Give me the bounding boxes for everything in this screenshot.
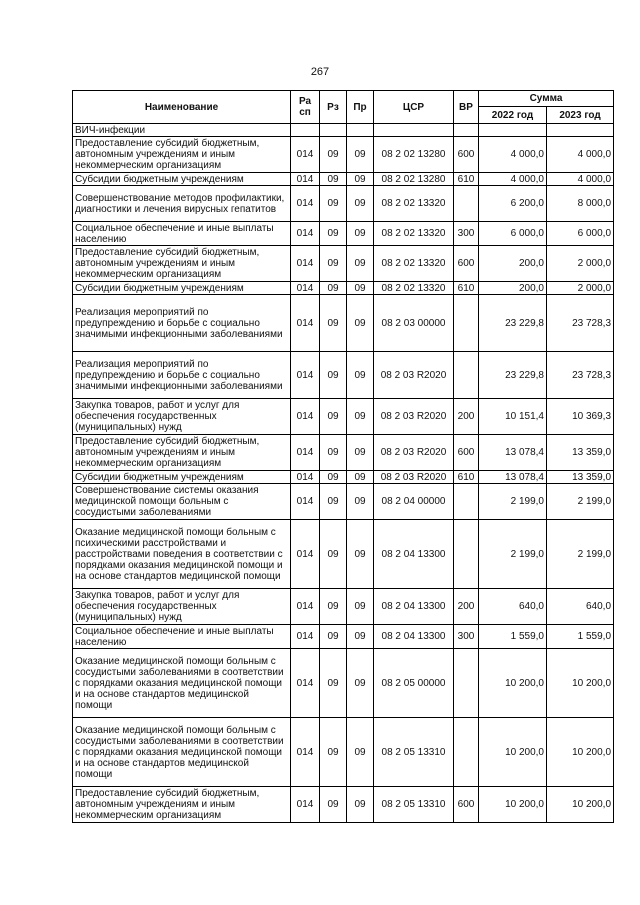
row-rasp: 014	[291, 186, 320, 222]
row-sum-2023: 2 199,0	[547, 484, 614, 520]
row-rz: 09	[320, 649, 347, 718]
row-sum-2023	[547, 124, 614, 137]
row-csr: 08 2 04 00000	[374, 484, 454, 520]
row-rasp: 014	[291, 137, 320, 173]
row-pr: 09	[347, 137, 374, 173]
row-vr	[454, 124, 479, 137]
row-pr: 09	[347, 625, 374, 649]
row-name: Предоставление субсидий бюджетным, автономным учреждениям и иным некоммерческим организациям	[73, 787, 291, 823]
row-sum-2023: 6 000,0	[547, 222, 614, 246]
row-name: Закупка товаров, работ и услуг для обеспечения государственных (муниципальных) нужд	[73, 589, 291, 625]
table-row	[73, 186, 614, 222]
row-pr: 09	[347, 520, 374, 589]
row-sum-2023: 2 000,0	[547, 246, 614, 282]
row-rz: 09	[320, 520, 347, 589]
row-sum-2023: 10 369,3	[547, 399, 614, 435]
row-vr	[454, 186, 479, 222]
row-sum-2023: 13 359,0	[547, 435, 614, 471]
table-row	[73, 173, 614, 186]
header-pr: Пр	[347, 91, 374, 124]
row-sum-2022: 10 200,0	[479, 787, 547, 823]
row-rz: 09	[320, 718, 347, 787]
row-csr: 08 2 02 13320	[374, 222, 454, 246]
row-name: Реализация мероприятий по предупреждению и борьбе с социально значимыми инфекционными заболеваниями	[73, 352, 291, 399]
row-sum-2023: 23 728,3	[547, 352, 614, 399]
row-sum-2023: 10 200,0	[547, 718, 614, 787]
table-row	[73, 484, 614, 520]
row-vr: 300	[454, 222, 479, 246]
header-year-2023: 2023 год	[547, 107, 614, 124]
row-name: Оказание медицинской помощи больным с психическими расстройствами и расстройствами поведения в соответствии с порядками оказания медицинской помощи и на основе стандартов медицинской помощи	[73, 520, 291, 589]
row-name: Предоставление субсидий бюджетным, автономным учреждениям и иным некоммерческим организациям	[73, 246, 291, 282]
row-rasp: 014	[291, 282, 320, 295]
row-name: Оказание медицинской помощи больным с сосудистыми заболеваниями в соответствии с порядками оказания медицинской помощи и на основе стандартов медицинской помощи	[73, 718, 291, 787]
row-name: Совершенствование методов профилактики, диагностики и лечения вирусных гепатитов	[73, 186, 291, 222]
row-csr	[374, 124, 454, 137]
row-rasp	[291, 124, 320, 137]
row-csr: 08 2 05 00000	[374, 649, 454, 718]
table-row	[73, 589, 614, 625]
row-pr: 09	[347, 246, 374, 282]
table-row	[73, 435, 614, 471]
row-csr: 08 2 02 13320	[374, 186, 454, 222]
row-vr: 610	[454, 173, 479, 186]
row-pr: 09	[347, 718, 374, 787]
row-vr	[454, 649, 479, 718]
row-rz: 09	[320, 399, 347, 435]
row-pr	[347, 124, 374, 137]
row-csr: 08 2 03 R2020	[374, 471, 454, 484]
row-pr: 09	[347, 787, 374, 823]
budget-table	[72, 90, 614, 823]
row-sum-2023: 2 000,0	[547, 282, 614, 295]
row-csr: 08 2 04 13300	[374, 589, 454, 625]
row-rasp: 014	[291, 625, 320, 649]
row-sum-2022: 640,0	[479, 589, 547, 625]
row-rasp: 014	[291, 352, 320, 399]
table-row	[73, 520, 614, 589]
row-name: Предоставление субсидий бюджетным, автономным учреждениям и иным некоммерческим организациям	[73, 435, 291, 471]
row-pr: 09	[347, 352, 374, 399]
row-name: Реализация мероприятий по предупреждению и борьбе с социально значимыми инфекционными заболеваниями	[73, 295, 291, 352]
row-csr: 08 2 02 13280	[374, 173, 454, 186]
row-csr: 08 2 04 13300	[374, 625, 454, 649]
row-rz: 09	[320, 282, 347, 295]
table-row	[73, 718, 614, 787]
row-sum-2023: 2 199,0	[547, 520, 614, 589]
row-vr: 600	[454, 246, 479, 282]
row-vr: 600	[454, 787, 479, 823]
row-sum-2022: 200,0	[479, 282, 547, 295]
page-number: 267	[310, 66, 330, 78]
row-sum-2022: 6 200,0	[479, 186, 547, 222]
row-csr: 08 2 03 00000	[374, 295, 454, 352]
row-rz: 09	[320, 435, 347, 471]
row-csr: 08 2 02 13320	[374, 246, 454, 282]
row-sum-2022: 13 078,4	[479, 471, 547, 484]
row-name: Социальное обеспечение и иные выплаты населению	[73, 222, 291, 246]
row-csr: 08 2 03 R2020	[374, 399, 454, 435]
row-sum-2023: 4 000,0	[547, 137, 614, 173]
row-vr	[454, 484, 479, 520]
row-rz: 09	[320, 471, 347, 484]
row-rz: 09	[320, 222, 347, 246]
row-name: Предоставление субсидий бюджетным, автономным учреждениям и иным некоммерческим организациям	[73, 137, 291, 173]
row-rasp: 014	[291, 787, 320, 823]
row-sum-2022: 2 199,0	[479, 520, 547, 589]
row-vr: 200	[454, 399, 479, 435]
row-name: Субсидии бюджетным учреждениям	[73, 282, 291, 295]
row-rz	[320, 124, 347, 137]
row-rasp: 014	[291, 246, 320, 282]
row-sum-2022: 4 000,0	[479, 173, 547, 186]
row-sum-2022: 23 229,8	[479, 295, 547, 352]
row-pr: 09	[347, 649, 374, 718]
row-sum-2022: 4 000,0	[479, 137, 547, 173]
row-vr: 600	[454, 435, 479, 471]
row-name: Субсидии бюджетным учреждениям	[73, 173, 291, 186]
row-sum-2022: 2 199,0	[479, 484, 547, 520]
row-name: Социальное обеспечение и иные выплаты населению	[73, 625, 291, 649]
row-rasp: 014	[291, 589, 320, 625]
row-rz: 09	[320, 787, 347, 823]
row-rasp: 014	[291, 520, 320, 589]
row-rz: 09	[320, 352, 347, 399]
row-rz: 09	[320, 589, 347, 625]
row-csr: 08 2 05 13310	[374, 787, 454, 823]
row-rz: 09	[320, 173, 347, 186]
table-row	[73, 399, 614, 435]
row-vr	[454, 718, 479, 787]
row-rasp: 014	[291, 295, 320, 352]
row-sum-2022	[479, 124, 547, 137]
header-rasp: Ра сп	[291, 91, 320, 124]
row-name: Субсидии бюджетным учреждениям	[73, 471, 291, 484]
row-sum-2022: 10 200,0	[479, 649, 547, 718]
table-row	[73, 625, 614, 649]
row-vr: 200	[454, 589, 479, 625]
table-row	[73, 137, 614, 173]
row-sum-2022: 13 078,4	[479, 435, 547, 471]
row-sum-2023: 10 200,0	[547, 787, 614, 823]
row-rasp: 014	[291, 173, 320, 186]
table-row	[73, 471, 614, 484]
row-name: ВИЧ-инфекции	[73, 124, 291, 137]
row-csr: 08 2 02 13320	[374, 282, 454, 295]
row-pr: 09	[347, 471, 374, 484]
table-row	[73, 352, 614, 399]
row-sum-2022: 10 151,4	[479, 399, 547, 435]
row-rz: 09	[320, 295, 347, 352]
row-vr	[454, 295, 479, 352]
row-name: Закупка товаров, работ и услуг для обеспечения государственных (муниципальных) нужд	[73, 399, 291, 435]
table-row	[73, 787, 614, 823]
row-sum-2023: 23 728,3	[547, 295, 614, 352]
row-pr: 09	[347, 222, 374, 246]
row-pr: 09	[347, 173, 374, 186]
row-rz: 09	[320, 484, 347, 520]
row-csr: 08 2 04 13300	[374, 520, 454, 589]
table-body	[73, 124, 614, 823]
row-sum-2022: 10 200,0	[479, 718, 547, 787]
row-sum-2023: 10 200,0	[547, 649, 614, 718]
row-rasp: 014	[291, 435, 320, 471]
row-sum-2023: 1 559,0	[547, 625, 614, 649]
row-sum-2022: 6 000,0	[479, 222, 547, 246]
row-pr: 09	[347, 484, 374, 520]
table-row	[73, 124, 614, 137]
header-csr: ЦСР	[374, 91, 454, 124]
header-year-2022: 2022 год	[479, 107, 547, 124]
row-vr: 610	[454, 471, 479, 484]
header-row	[73, 91, 614, 107]
row-vr	[454, 520, 479, 589]
row-rz: 09	[320, 625, 347, 649]
row-pr: 09	[347, 295, 374, 352]
row-sum-2023: 4 000,0	[547, 173, 614, 186]
row-rasp: 014	[291, 649, 320, 718]
row-rasp: 014	[291, 399, 320, 435]
row-rasp: 014	[291, 222, 320, 246]
header-sum: Сумма	[479, 91, 614, 107]
row-sum-2022: 1 559,0	[479, 625, 547, 649]
row-csr: 08 2 03 R2020	[374, 352, 454, 399]
row-vr: 300	[454, 625, 479, 649]
row-name: Оказание медицинской помощи больным с сосудистыми заболеваниями в соответствии с порядками оказания медицинской помощи и на основе стандартов медицинской помощи	[73, 649, 291, 718]
row-pr: 09	[347, 589, 374, 625]
row-rz: 09	[320, 246, 347, 282]
row-pr: 09	[347, 282, 374, 295]
row-vr: 610	[454, 282, 479, 295]
row-rasp: 014	[291, 484, 320, 520]
row-vr	[454, 352, 479, 399]
table-row	[73, 649, 614, 718]
table-row	[73, 295, 614, 352]
table-row	[73, 222, 614, 246]
row-csr: 08 2 05 13310	[374, 718, 454, 787]
row-sum-2022: 200,0	[479, 246, 547, 282]
row-csr: 08 2 02 13280	[374, 137, 454, 173]
header-name: Наименование	[73, 91, 291, 124]
row-rz: 09	[320, 137, 347, 173]
row-rasp: 014	[291, 718, 320, 787]
row-pr: 09	[347, 399, 374, 435]
row-sum-2022: 23 229,8	[479, 352, 547, 399]
row-rasp: 014	[291, 471, 320, 484]
row-vr: 600	[454, 137, 479, 173]
row-sum-2023: 640,0	[547, 589, 614, 625]
row-pr: 09	[347, 435, 374, 471]
row-sum-2023: 8 000,0	[547, 186, 614, 222]
table-row	[73, 282, 614, 295]
table-row	[73, 246, 614, 282]
row-csr: 08 2 03 R2020	[374, 435, 454, 471]
row-name: Совершенствование системы оказания медицинской помощи больным с сосудистыми заболеваниями	[73, 484, 291, 520]
header-vr: ВР	[454, 91, 479, 124]
row-sum-2023: 13 359,0	[547, 471, 614, 484]
header-rz: Рз	[320, 91, 347, 124]
row-pr: 09	[347, 186, 374, 222]
row-rz: 09	[320, 186, 347, 222]
